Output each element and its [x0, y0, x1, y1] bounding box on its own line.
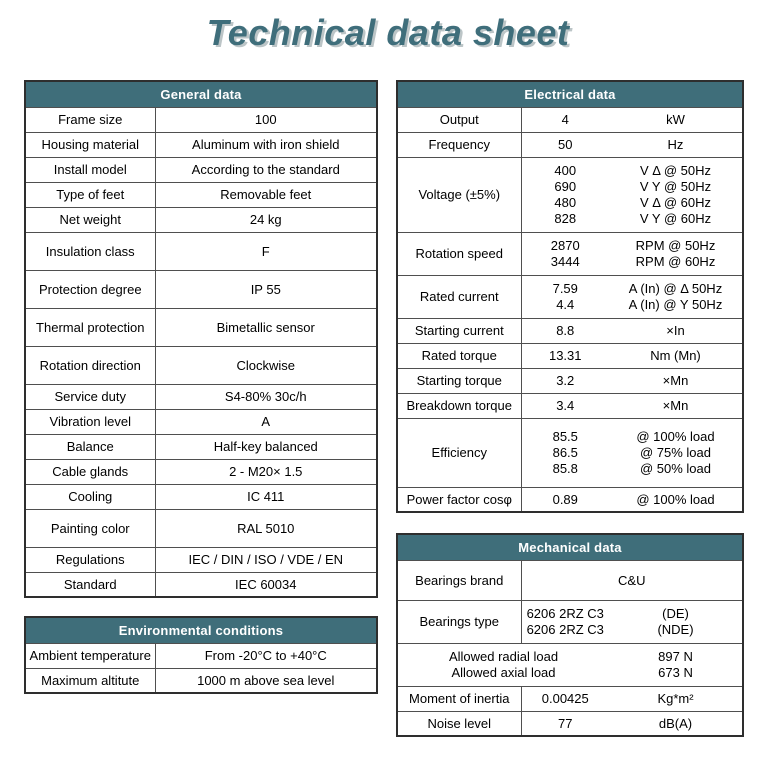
- row-value: 24 kg: [155, 207, 377, 232]
- row-unit: ×Mn: [609, 368, 743, 393]
- table-row: [397, 107, 743, 132]
- row-label: Output: [397, 107, 521, 132]
- row-value: IEC / DIN / ISO / VDE / EN: [155, 547, 377, 572]
- table-header-row: [25, 81, 377, 107]
- row-label: Frame size: [25, 107, 155, 132]
- table-row: [397, 560, 743, 600]
- row-value: A: [155, 409, 377, 434]
- table-row: [397, 393, 743, 418]
- row-value: 1000 m above sea level: [155, 668, 377, 693]
- row-label: Starting current: [397, 318, 521, 343]
- row-value: 0.89: [521, 487, 609, 512]
- row-value-line: 6206 2RZ C3: [526, 605, 604, 621]
- row-value: Removable feet: [155, 182, 377, 207]
- row-value: 8.8: [521, 318, 609, 343]
- table-row: [25, 182, 377, 207]
- row-value-line: 85.5: [552, 428, 578, 444]
- row-value: IP 55: [155, 270, 377, 308]
- row-label-line: Allowed axial load: [451, 664, 556, 680]
- row-value: 77: [521, 711, 609, 736]
- row-label: Breakdown torque: [397, 393, 521, 418]
- row-unit-line: V Y @ 50Hz: [639, 178, 712, 194]
- table-row: [25, 107, 377, 132]
- row-unit: [609, 232, 743, 275]
- row-label: Painting color: [25, 509, 155, 547]
- row-unit-line: A (In) @ Δ 50Hz: [628, 280, 723, 296]
- row-unit: dB(A): [609, 711, 743, 736]
- row-label: Standard: [25, 572, 155, 597]
- row-label: Cable glands: [25, 459, 155, 484]
- row-unit: [609, 418, 743, 487]
- row-unit-line: RPM @ 50Hz: [635, 237, 716, 253]
- row-value: [521, 157, 609, 232]
- row-value-line: 480: [554, 194, 577, 210]
- row-label: Rated current: [397, 275, 521, 318]
- row-unit-line: V Δ @ 50Hz: [639, 162, 712, 178]
- row-unit-line: A (In) @ Y 50Hz: [628, 296, 723, 312]
- row-value: 3.4: [521, 393, 609, 418]
- row-unit: [609, 157, 743, 232]
- row-value: From -20°C to +40°C: [155, 643, 377, 668]
- row-label: Rotation speed: [397, 232, 521, 275]
- table-row: [25, 434, 377, 459]
- table-header-row: [25, 617, 377, 643]
- row-value-line: 2870: [550, 237, 580, 253]
- row-unit: [609, 643, 743, 686]
- row-label: Regulations: [25, 547, 155, 572]
- row-value-line: 690: [554, 178, 577, 194]
- table-row: [397, 318, 743, 343]
- row-value: Aluminum with iron shield: [155, 132, 377, 157]
- row-label: Install model: [25, 157, 155, 182]
- table-row: [25, 384, 377, 409]
- row-unit-line: (NDE): [657, 621, 694, 637]
- row-value: Clockwise: [155, 346, 377, 384]
- row-value-line: 4.4: [556, 296, 575, 312]
- table-row: [397, 368, 743, 393]
- row-value-line: 3444: [550, 253, 580, 269]
- table-row: [25, 232, 377, 270]
- row-value: 2 - M20× 1.5: [155, 459, 377, 484]
- row-label: Efficiency: [397, 418, 521, 487]
- table-row: [397, 275, 743, 318]
- row-label: Bearings brand: [397, 560, 521, 600]
- row-value-line: 6206 2RZ C3: [526, 621, 604, 637]
- row-label: [397, 643, 609, 686]
- row-label: Vibration level: [25, 409, 155, 434]
- row-label: Moment of inertia: [397, 686, 521, 711]
- row-label: Rotation direction: [25, 346, 155, 384]
- row-label: Balance: [25, 434, 155, 459]
- table-row: [25, 157, 377, 182]
- table-row: [25, 346, 377, 384]
- row-unit-line: 897 N: [658, 648, 693, 664]
- table-header-environmental: Environmental conditions: [25, 617, 377, 643]
- row-label: Net weight: [25, 207, 155, 232]
- row-value: [521, 418, 609, 487]
- row-label: Starting torque: [397, 368, 521, 393]
- row-value: IC 411: [155, 484, 377, 509]
- row-unit-line: @ 75% load: [639, 444, 712, 460]
- table-row: [397, 157, 743, 232]
- row-label: Service duty: [25, 384, 155, 409]
- row-unit: kW: [609, 107, 743, 132]
- row-value: 4: [521, 107, 609, 132]
- row-value-line: 7.59: [552, 280, 578, 296]
- row-unit-line: @ 100% load: [636, 428, 715, 444]
- row-label: Ambient temperature: [25, 643, 155, 668]
- row-label: Cooling: [25, 484, 155, 509]
- row-value: 0.00425: [521, 686, 609, 711]
- table-header-row: [397, 534, 743, 560]
- table-row: [25, 668, 377, 693]
- table-row: [397, 487, 743, 512]
- row-label: Power factor cosφ: [397, 487, 521, 512]
- row-unit-line: (DE): [662, 605, 689, 621]
- row-value-line: 86.5: [552, 444, 578, 460]
- row-label-line: Allowed radial load: [448, 648, 559, 664]
- environmental-conditions-table: [24, 616, 378, 694]
- row-value: Bimetallic sensor: [155, 308, 377, 346]
- right-column: [396, 80, 744, 737]
- row-value: 3.2: [521, 368, 609, 393]
- table-row: [25, 409, 377, 434]
- row-label: Noise level: [397, 711, 521, 736]
- row-value: Half-key balanced: [155, 434, 377, 459]
- mechanical-data-table: [396, 533, 744, 737]
- row-unit: Hz: [609, 132, 743, 157]
- row-unit-line: V Y @ 60Hz: [639, 210, 712, 226]
- table-row: [25, 484, 377, 509]
- table-row: [25, 509, 377, 547]
- row-unit: Nm (Mn): [609, 343, 743, 368]
- table-row: [397, 600, 743, 643]
- table-row: [25, 459, 377, 484]
- table-row: [25, 132, 377, 157]
- row-label: Voltage (±5%): [397, 157, 521, 232]
- row-label: Maximum altitute: [25, 668, 155, 693]
- table-header-row: [397, 81, 743, 107]
- row-unit: [609, 275, 743, 318]
- table-row: [25, 643, 377, 668]
- row-unit-line: V Δ @ 60Hz: [639, 194, 712, 210]
- row-unit: [609, 600, 743, 643]
- table-row: [397, 686, 743, 711]
- row-value-line: 85.8: [552, 460, 578, 476]
- table-row: [397, 343, 743, 368]
- table-row: [25, 572, 377, 597]
- row-value: 100: [155, 107, 377, 132]
- row-unit: ×Mn: [609, 393, 743, 418]
- row-value: RAL 5010: [155, 509, 377, 547]
- row-value: 50: [521, 132, 609, 157]
- table-row: [397, 232, 743, 275]
- row-label: Bearings type: [397, 600, 521, 643]
- table-header-general: General data: [25, 81, 377, 107]
- electrical-data-table: [396, 80, 744, 513]
- row-unit: @ 100% load: [609, 487, 743, 512]
- table-row: [397, 711, 743, 736]
- left-column: [24, 80, 378, 694]
- table-row: [25, 547, 377, 572]
- row-value: [521, 275, 609, 318]
- row-unit: ×In: [609, 318, 743, 343]
- table-row: [25, 270, 377, 308]
- row-value: IEC 60034: [155, 572, 377, 597]
- row-value: [521, 600, 609, 643]
- row-value: F: [155, 232, 377, 270]
- row-unit-line: RPM @ 60Hz: [635, 253, 716, 269]
- row-label: Frequency: [397, 132, 521, 157]
- row-value: S4-80% 30c/h: [155, 384, 377, 409]
- row-label: Housing material: [25, 132, 155, 157]
- page-title: Technical data sheet: [206, 12, 570, 53]
- row-value: According to the standard: [155, 157, 377, 182]
- table-row: [397, 418, 743, 487]
- table-header-electrical: Electrical data: [397, 81, 743, 107]
- row-label: Protection degree: [25, 270, 155, 308]
- table-row: [25, 308, 377, 346]
- row-unit-line: @ 50% load: [639, 460, 712, 476]
- row-label: Thermal protection: [25, 308, 155, 346]
- row-value-line: 400: [554, 162, 577, 178]
- table-header-mechanical: Mechanical data: [397, 534, 743, 560]
- row-label: Rated torque: [397, 343, 521, 368]
- table-row: [25, 207, 377, 232]
- row-value: 13.31: [521, 343, 609, 368]
- table-row: [397, 132, 743, 157]
- row-label: Insulation class: [25, 232, 155, 270]
- row-label: Type of feet: [25, 182, 155, 207]
- table-row: [397, 643, 743, 686]
- row-value-line: 828: [554, 210, 577, 226]
- row-value: [521, 232, 609, 275]
- row-value: C&U: [521, 560, 743, 600]
- row-unit-line: 673 N: [658, 664, 693, 680]
- row-unit: Kg*m²: [609, 686, 743, 711]
- general-data-table: [24, 80, 378, 598]
